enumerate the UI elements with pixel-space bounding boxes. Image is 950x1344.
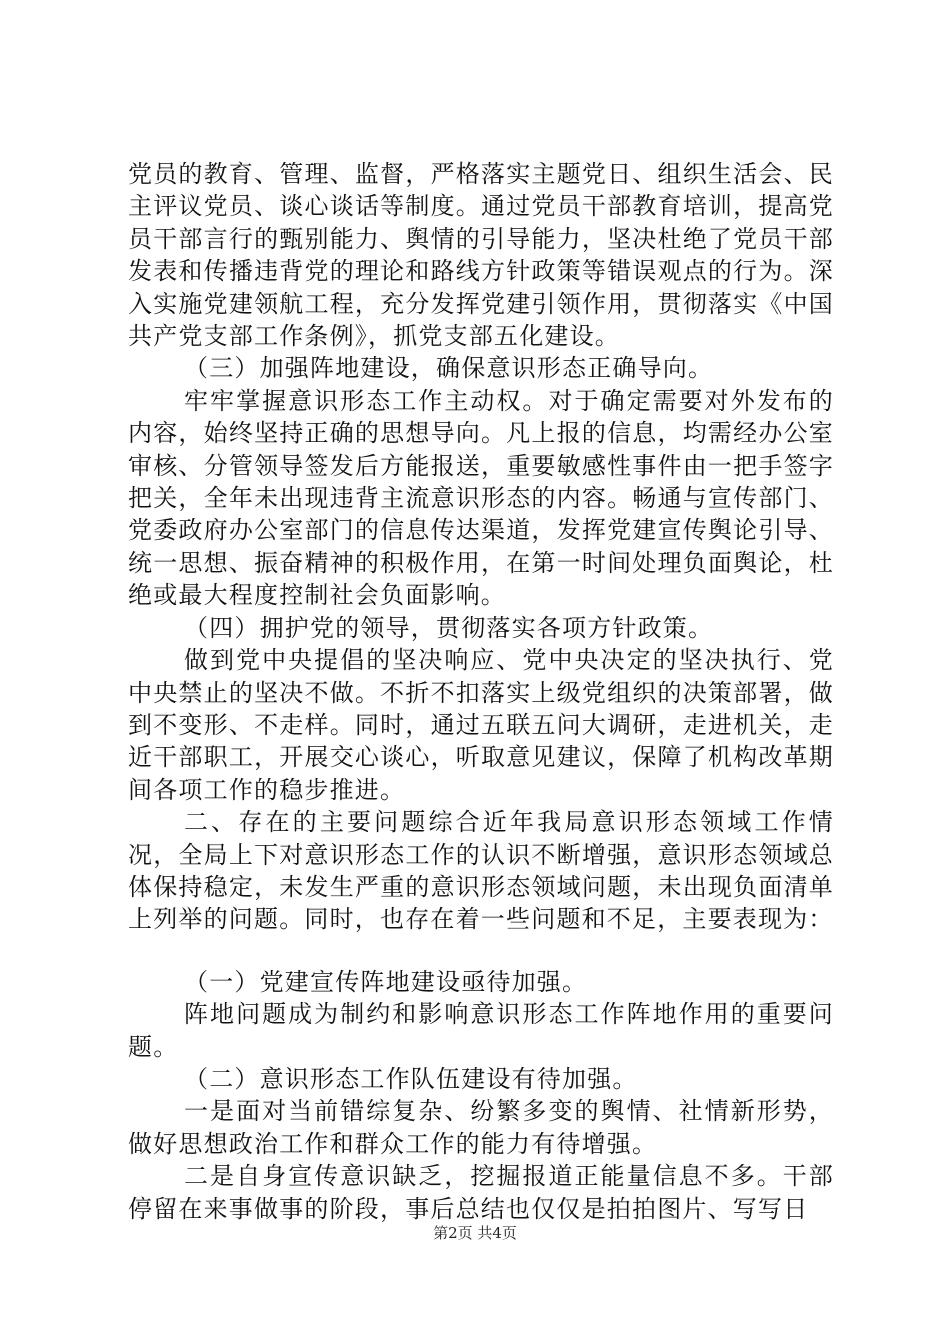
paragraph-position-construction: 牢牢掌握意识形态工作主动权。对于确定需要对外发布的内容，始终坚持正确的思想导向。凡上报的信息，均需经办公室审核、分管领导签发后方能报送，重要敏感性事件由一把手签字把关，全年未出现违背主流意识形态的内容。畅通与宣传部门、党委政府办公室部门的信息传达渠道，发挥党建宣传舆论引导、统一思想、振奋精神的积极作用，在第一时间处理负面舆论，杜绝或最大程度控制社会负面影响。 [128, 386, 834, 610]
paragraph-party-leadership: 做到党中央提倡的坚决响应、党中央决定的坚决执行、党中央禁止的坚决不做。不折不扣落实上级党组织的决策部署，做到不变形、不走样。同时，通过五联五问大调研，走进机关，走近干部职工，开展交心谈心，听取意见建议，保障了机构改革期间各项工作的稳步推进。 [128, 646, 834, 804]
page-footer: 第2页 共4页 [433, 1224, 517, 1242]
paragraph-point-two: 二是自身宣传意识缺乏，挖掘报道正能量信息不多。干部停留在来事做事的阶段，事后总结也仅仅是拍拍图片、写写日 [128, 1162, 834, 1223]
section-heading-three: （三）加强阵地建设，确保意识形态正确导向。 [184, 354, 714, 383]
paragraph-position-problem: 阵地问题成为制约和影响意识形态工作阵地作用的重要问题。 [128, 1000, 834, 1061]
document-body [128, 158, 834, 1225]
paragraph-continuation: 党员的教育、管理、监督，严格落实主题党日、组织生活会、民主评议党员、谈心谈话等制度。通过党员干部教育培训，提高党员干部言行的甄别能力、舆情的引导能力，坚决杜绝了党员干部发表和传播违背党的理论和路线方针政策等错误观点的行为。深入实施党建领航工程，充分发挥党建引领作用，贯彻落实《中国共产党支部工作条例》，抓党支部五化建设。 [128, 160, 834, 351]
section-heading-four: （四）拥护党的领导，贯彻落实各项方针政策。 [184, 613, 714, 642]
subheading-two: （二）意识形态工作队伍建设有待加强。 [184, 1064, 638, 1093]
subheading-one: （一）党建宣传阵地建设亟待加强。 [184, 967, 588, 996]
paragraph-point-one: 一是面对当前错综复杂、纷繁多变的舆情、社情新形势，做好思想政治工作和群众工作的能力有待增强。 [128, 1097, 834, 1158]
section-heading-main-problems: 二、存在的主要问题综合近年我局意识形态领域工作情况，全局上下对意识形态工作的认识不断增强，意识形态领域总体保持稳定，未发生严重的意识形态领域问题，未出现负面清单上列举的问题。同时，也存在着一些问题和不足，主要表现为： [128, 808, 834, 934]
